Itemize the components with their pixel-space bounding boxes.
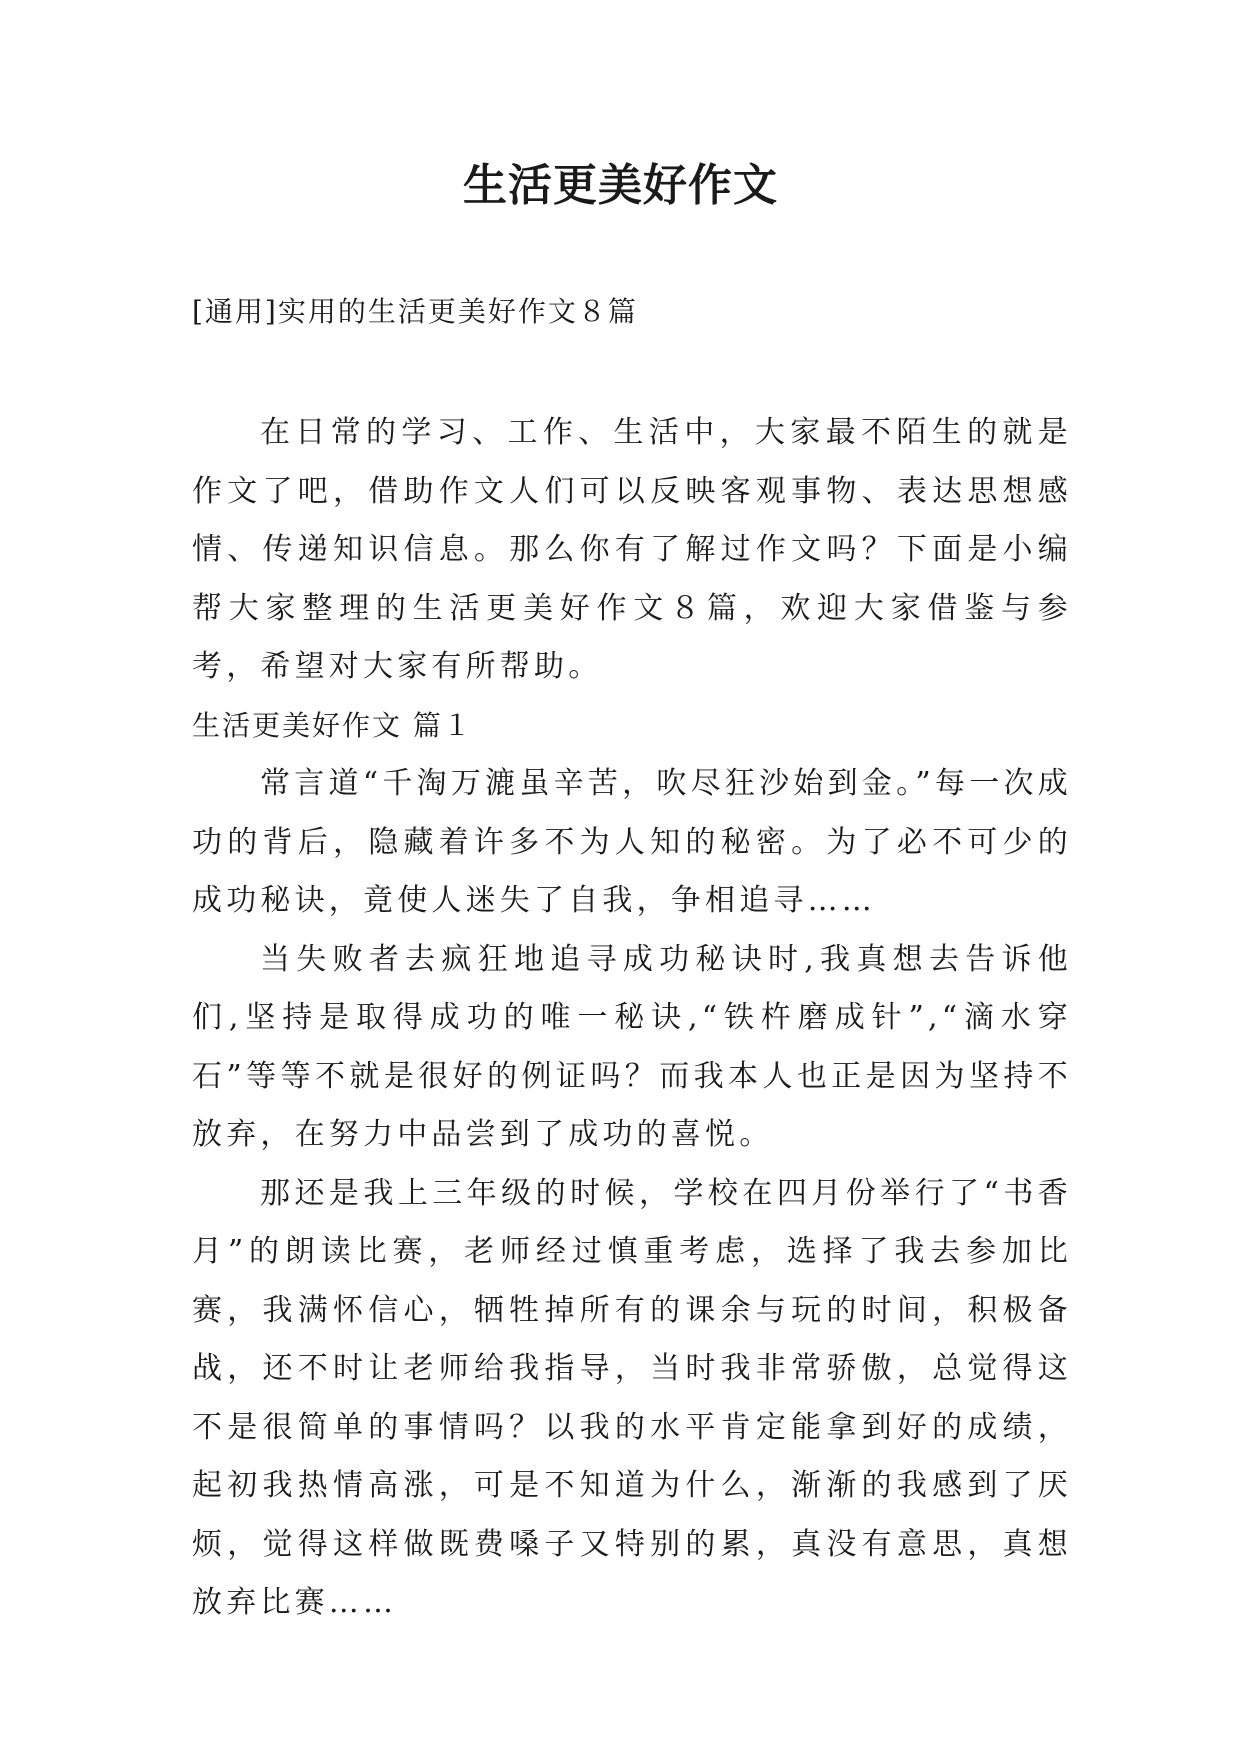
body-paragraph-3: 那还是我上三年级的时候，学校在四月份举行了“书香月”的朗读比赛，老师经过慎重考虑，选择了我去参加比赛，我满怀信心，牺牲掉所有的课余与玩的时间，积极备战，还不时让老师给我指导，当时我非常骄傲，总觉得这不是很简单的事情吗？以我的水平肯定能拿到好的成绩，起初我热情高涨，可是不知道为什么，渐渐的我感到了厌烦，觉得这样做既费嗓子又特别的累，真没有意思，真想放弃比赛…… — [192, 1175, 1072, 1620]
document-subtitle: [通用]实用的生活更美好作文８篇 — [192, 295, 638, 328]
document-title: 生活更美好作文 — [463, 160, 778, 211]
section-heading: 生活更美好作文 篇１ — [192, 708, 473, 742]
body-paragraph-2: 当失败者去疯狂地追寻成功秘诀时,我真想去告诉他们,坚持是取得成功的唯一秘诀,“铁杵磨成针”,“滴水穿石”等等不就是很好的例证吗？而我本人也正是因为坚持不放弃，在努力中品尝到了成功的喜悦。 — [192, 941, 1072, 1152]
document-body — [192, 404, 1072, 1633]
body-paragraph-1: 常言道“千淘万漉虽辛苦，吹尽狂沙始到金。”每一次成功的背后，隐藏着许多不为人知的秘密。为了必不可少的成功秘诀，竟使人迷失了自我，争相追寻…… — [192, 766, 1072, 918]
intro-paragraph: 在日常的学习、工作、生活中，大家最不陌生的就是作文了吧，借助作文人们可以反映客观事物、表达思想感情、传递知识信息。那么你有了解过作文吗？下面是小编帮大家整理的生活更美好作文８篇，欢迎大家借鉴与参考，希望对大家有所帮助。 — [192, 415, 1072, 684]
